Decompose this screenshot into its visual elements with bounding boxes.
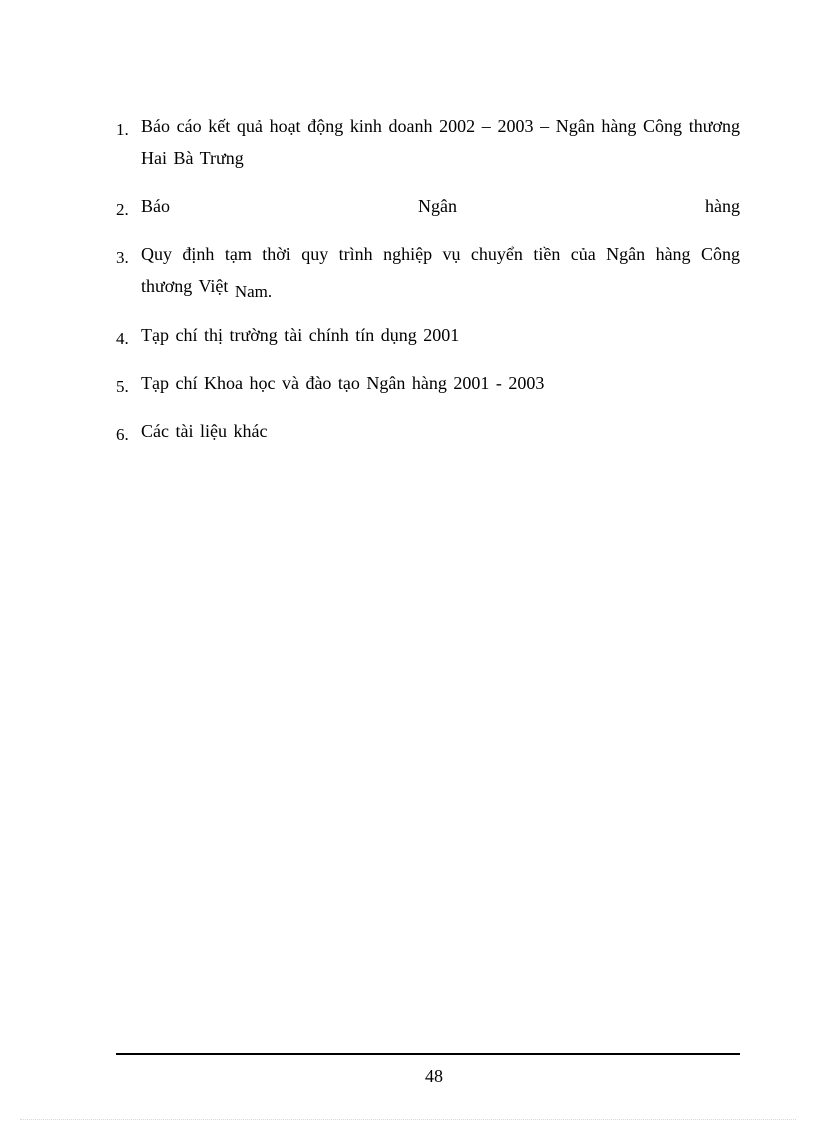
list-item bbox=[116, 367, 740, 399]
list-item-text-tail: Nam. bbox=[234, 282, 273, 301]
list-item-text: Tạp chí thị trường tài chính tín dụng 2001 bbox=[141, 325, 460, 345]
list-item-text: Báo cáo kết quả hoạt động kinh doanh 2002 – 2003 – Ngân hàng Công thương Hai Bà Trưng bbox=[141, 116, 740, 168]
list-item bbox=[116, 319, 740, 351]
list-item bbox=[116, 415, 740, 447]
list-item-word: Ngân bbox=[418, 196, 457, 216]
list-item bbox=[116, 190, 740, 222]
list-item-text-main: Quy định tạm thời quy trình nghiệp vụ chuyển tiền của Ngân hàng Công thương Việt bbox=[141, 244, 740, 296]
footer-divider bbox=[116, 1053, 740, 1055]
list-item bbox=[116, 110, 740, 174]
list-item-number: 3. bbox=[116, 248, 129, 267]
list-item-number: 6. bbox=[116, 425, 129, 444]
list-item bbox=[116, 238, 740, 303]
list-item-number: 1. bbox=[116, 120, 129, 139]
list-item-number: 2. bbox=[116, 200, 129, 219]
list-item-word: hàng bbox=[705, 196, 740, 216]
list-item-text: Tạp chí Khoa học và đào tạo Ngân hàng 2001 - 2003 bbox=[141, 373, 545, 393]
list-item-text bbox=[141, 238, 740, 303]
page-number: 48 bbox=[425, 1066, 443, 1086]
list-item-number: 5. bbox=[116, 377, 129, 396]
list-item-text bbox=[141, 190, 740, 222]
list-item-text: Các tài liệu khác bbox=[141, 421, 268, 441]
list-item-word: Báo bbox=[141, 196, 170, 216]
page-bottom-border bbox=[20, 1119, 796, 1120]
reference-list bbox=[116, 110, 740, 463]
list-item-number: 4. bbox=[116, 329, 129, 348]
